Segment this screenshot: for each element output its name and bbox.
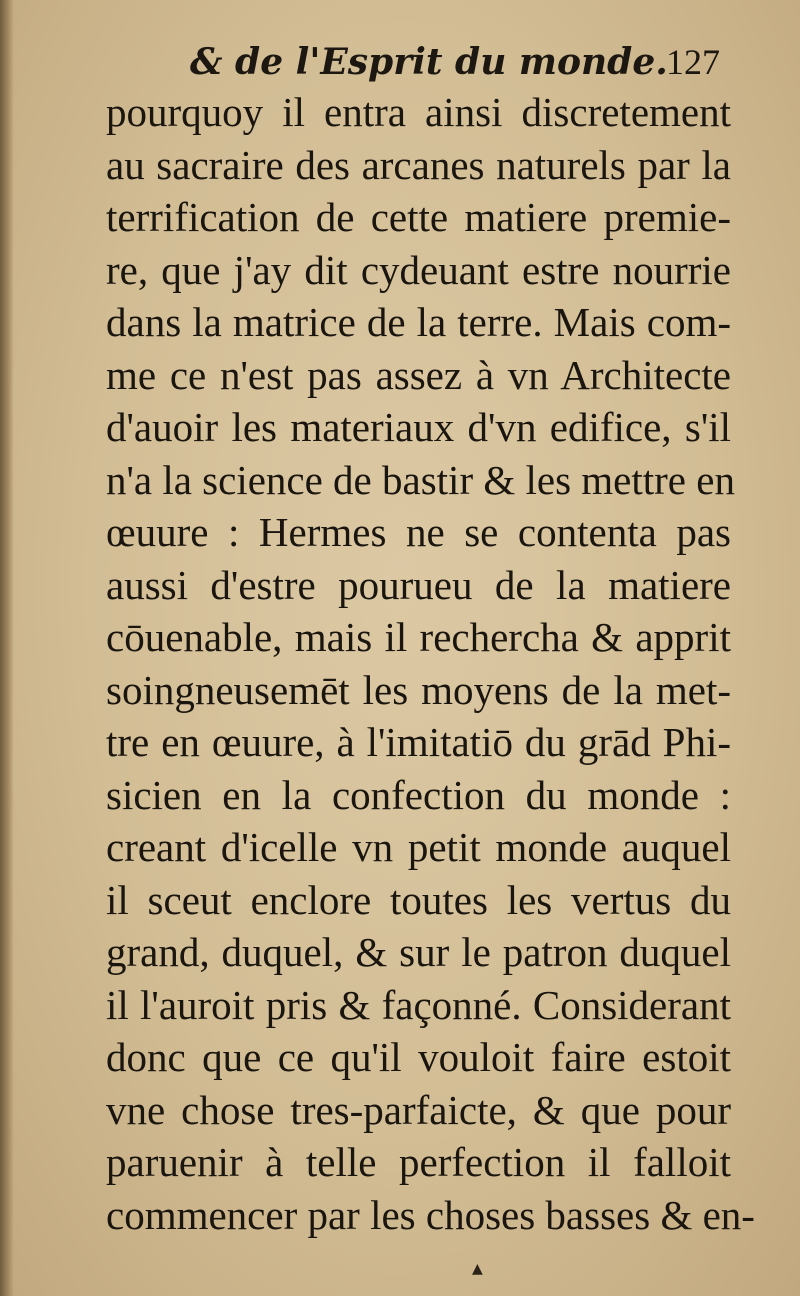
ink-speck-ornament: ▲ [472, 1261, 483, 1277]
text-line: creant d'icelle vn petit monde auquel [106, 824, 731, 870]
text-line: sicien en la confection du monde : [106, 771, 731, 818]
text-line: pourquoy il entra ainsi discretement [106, 89, 731, 135]
text-line: n'a la science de bastir & les mettre en [106, 456, 735, 503]
text-line: terrification de cette matiere premie- [106, 194, 731, 240]
text-line: soingneusemēt les moyens de la met- [106, 666, 731, 713]
page-header [190, 38, 720, 86]
text-line: dans la matrice de la terre. Mais com- [106, 299, 731, 345]
text-line: tre en œuure, à l'imitatiō du grād Phi- [106, 719, 731, 765]
text-line: re, que j'ay dit cydeuant estre nourrie [106, 246, 731, 293]
text-line: paruenir à telle perfection il falloit [106, 1139, 731, 1185]
text-line: cōuenable, mais il rechercha & apprit [106, 614, 731, 660]
text-line: vne chose tres-parfaicte, & que pour [106, 1086, 731, 1133]
page-number: 127 [666, 42, 720, 82]
text-line: il l'auroit pris & façonné. Considerant [106, 981, 731, 1028]
running-head: & de l'Esprit du monde. [190, 41, 668, 83]
text-line: me ce n'est pas assez à vn Architecte [106, 351, 731, 398]
text-line: commencer par les choses basses & en- [106, 1191, 755, 1238]
body-text [106, 86, 755, 1241]
text-line: d'auoir les materiaux d'vn edifice, s'il [106, 404, 731, 450]
text-line: grand, duquel, & sur le patron duquel [106, 929, 731, 975]
text-line: donc que ce qu'il vouloit faire estoit [106, 1034, 731, 1080]
text-line: aussi d'estre pourueu de la matiere [106, 561, 731, 608]
text-line: il sceut enclore toutes les vertus du [106, 876, 731, 923]
text-line: au sacraire des arcanes naturels par la [106, 141, 731, 188]
text-line: œuure : Hermes ne se contenta pas [106, 509, 731, 555]
page-gutter-shadow [0, 0, 14, 1296]
